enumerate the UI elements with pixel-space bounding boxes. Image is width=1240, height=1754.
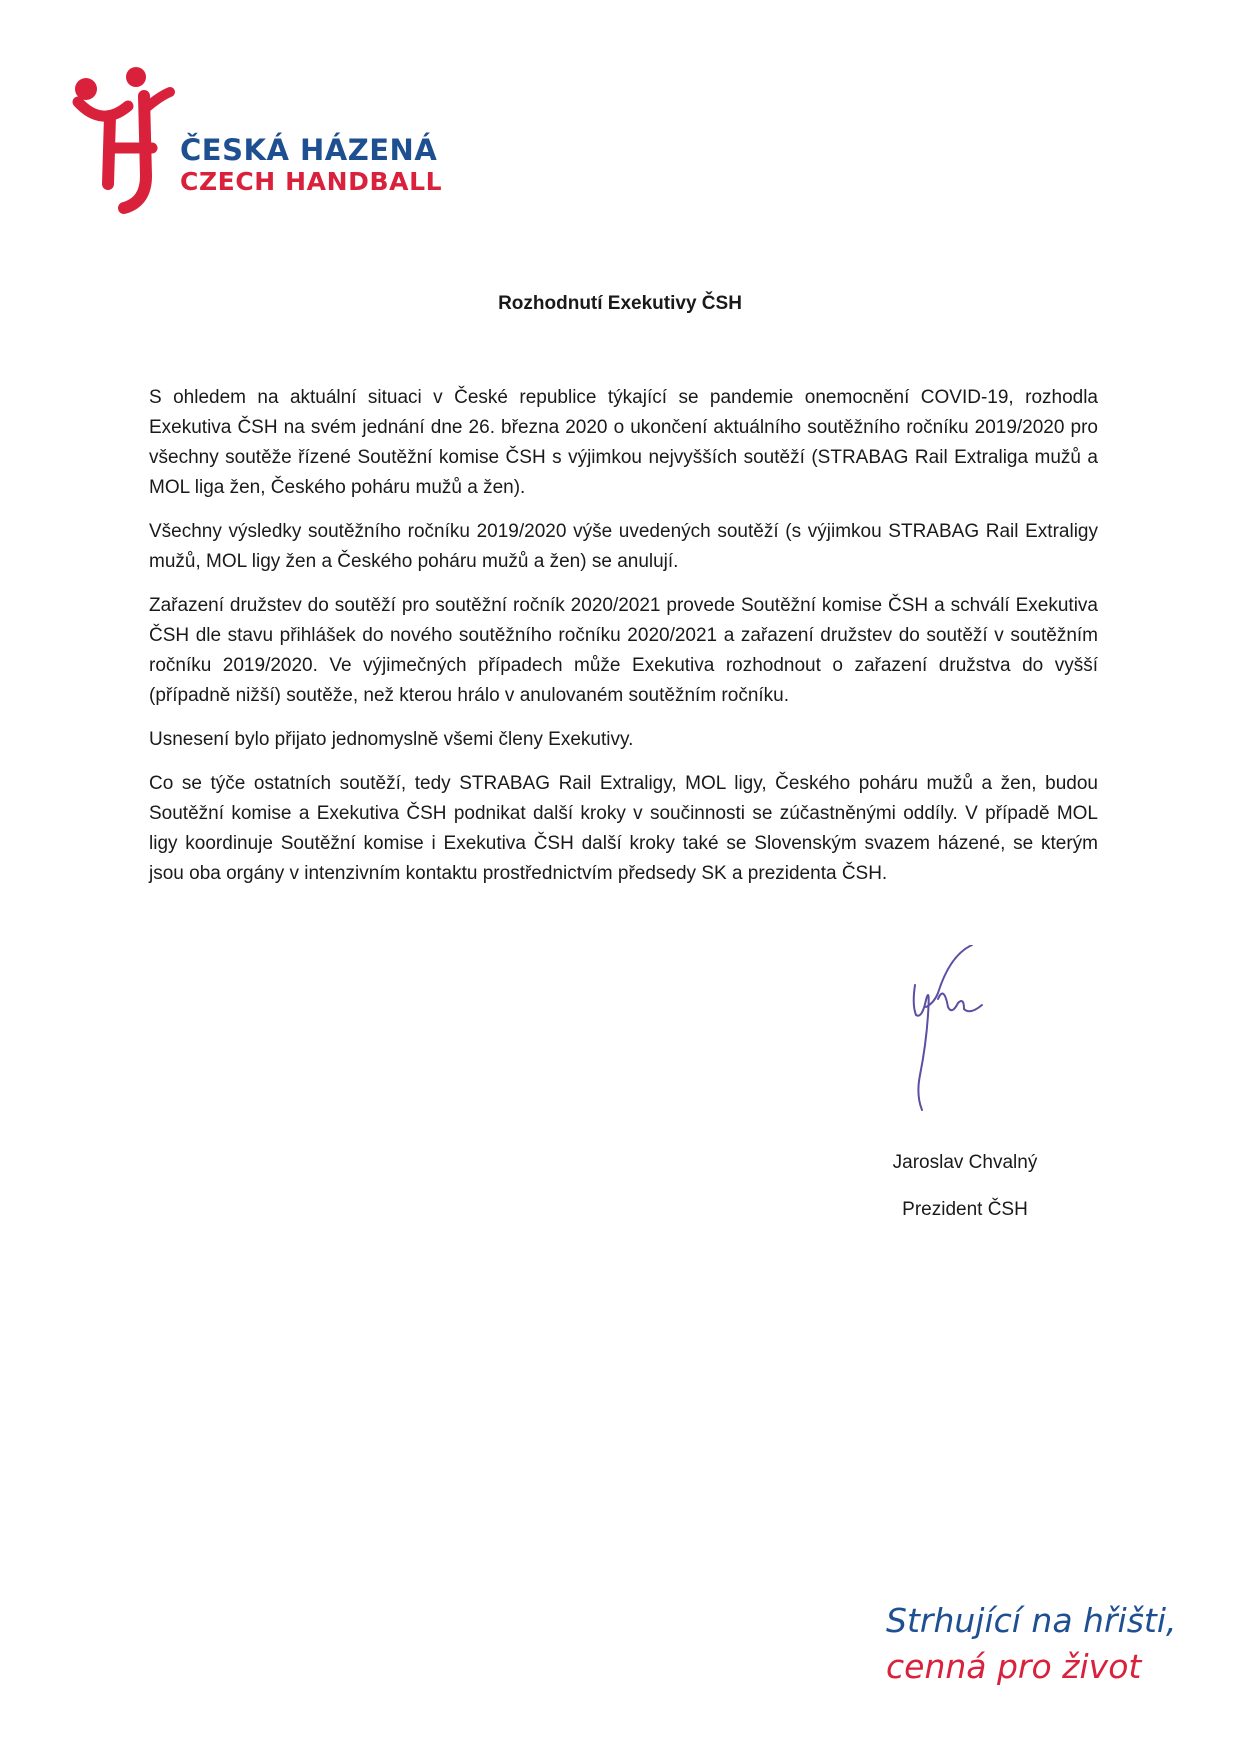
slogan-line-2: cenná pro život: [886, 1647, 1142, 1686]
paragraph: Co se týče ostatních soutěží, tedy STRABAG Rail Extraligy, MOL ligy, Českého poháru mužů a žen, budou Soutěžní komise a Exekutiva ČSH podnikat další kroky v součinnosti se zúčastněnými oddíly. V případě MOL ligy koordinuje Soutěžní komise i Exekutiva ČSH další kroky také se Slovenským svazem házené, se kterým jsou oba orgány v intenzivním kontaktu prostřednictvím předsedy SK a prezidenta ČSH.: [149, 773, 1098, 884]
paragraph: S ohledem na aktuální situaci v České republice týkající se pandemie onemocnění COVID-19, rozhodla Exekutiva ČSH na svém jednání dne 26. března 2020 o ukončení aktuálního soutěžního ročníku 2019/2020 pro všechny soutěže řízené Soutěžní komise ČSH s výjimkou nejvyšších soutěží (STRABAG Rail Extraliga mužů a MOL liga žen, Českého poháru mužů a žen).: [149, 387, 1098, 498]
document-title: Rozhodnutí Exekutivy ČSH: [498, 293, 742, 314]
logo-text-english: CZECH HANDBALL: [180, 167, 443, 196]
paragraph: Všechny výsledky soutěžního ročníku 2019/2020 výše uvedených soutěží (s výjimkou STRABAG Rail Extraligy mužů, MOL ligy žen a Českého poháru mužů a žen) se anulují.: [149, 521, 1098, 572]
signer-role: Prezident ČSH: [902, 1199, 1028, 1220]
paragraph: Usnesení bylo přijato jednomyslně všemi členy Exekutivy.: [149, 729, 634, 750]
handball-player-logo-icon: [72, 66, 182, 216]
document-body: [149, 383, 1098, 903]
paragraph: Zařazení družstev do soutěží pro soutěžní ročník 2020/2021 provede Soutěžní komise ČSH a schválí Exekutiva ČSH dle stavu přihlášek do nového soutěžního ročníku 2020/2021 a zařazení družstev do soutěží v soutěžním ročníku 2019/2020. Ve výjimečných případech může Exekutiva rozhodnout o zařazení družstva do vyšší (případně nižší) soutěže, než kterou hrálo v anulovaném soutěžním ročníku.: [149, 595, 1098, 706]
handwritten-signature: [860, 945, 1040, 1120]
slogan-handwritten: [884, 1590, 1184, 1700]
logo-wordmark: [180, 133, 443, 196]
czech-handball-logo: [72, 66, 443, 216]
signer-name: Jaroslav Chvalný: [892, 1152, 1038, 1173]
logo-text-czech: ČESKÁ HÁZENÁ: [180, 133, 438, 167]
slogan-line-1: Strhující na hřišti,: [886, 1601, 1177, 1640]
